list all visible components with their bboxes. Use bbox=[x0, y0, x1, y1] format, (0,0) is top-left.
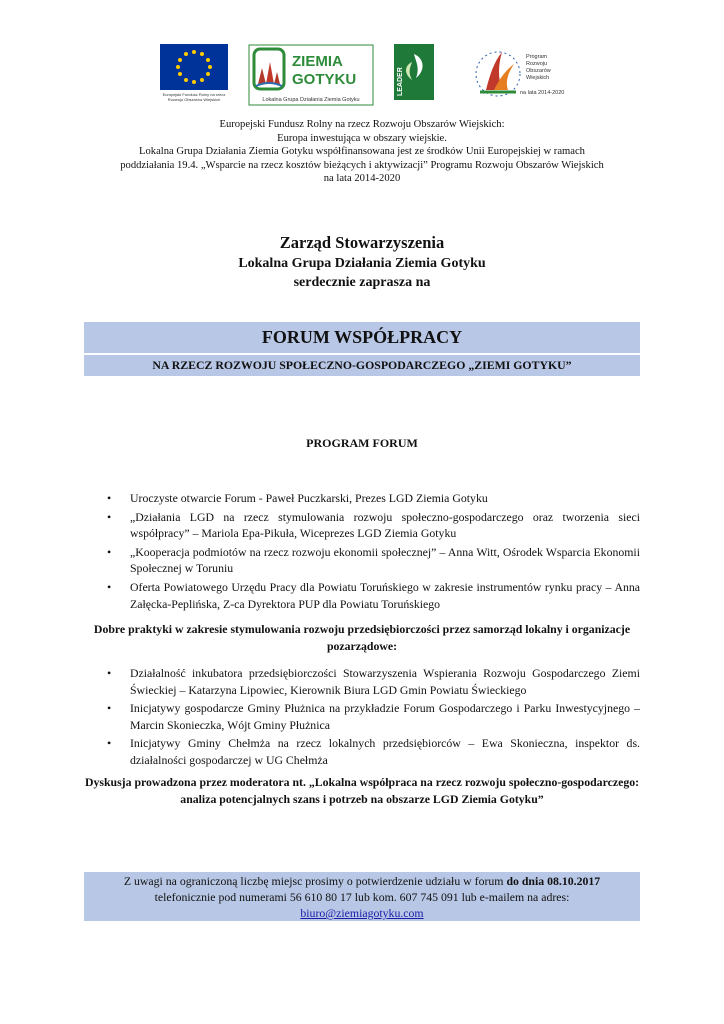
funding-line: Lokalna Grupa Działania Ziemia Gotyku współfinansowana jest ze środków Unii Europejskiej w ramach bbox=[139, 146, 585, 158]
discussion-heading: Dyskusja prowadzona przez moderatora nt. „Lokalna współpraca na rzecz rozwoju społeczno-gospodarczego: analiza potencjalnych szans i potrzeb na obszarze LGD Ziemia Gotyku” bbox=[84, 775, 640, 806]
list-item bbox=[104, 735, 640, 768]
svg-text:Lokalna Grupa Działania Ziemia: Lokalna Grupa Działania Ziemia Gotyku bbox=[262, 97, 360, 103]
list-item bbox=[104, 544, 640, 577]
svg-text:LEADER: LEADER bbox=[397, 67, 404, 96]
organization-name: Lokalna Grupa Działania Ziemia Gotyku bbox=[238, 256, 486, 271]
svg-text:Rozwoju Obszarów Wiejskich: Rozwoju Obszarów Wiejskich bbox=[167, 97, 221, 102]
bullet-icon: • bbox=[107, 509, 112, 524]
list-item-text: Oferta Powiatowego Urzędu Pracy dla Powiatu Toruńskiego w zakresie instrumentów rynku pracy – Anna Załęcka-Peplińska, Z-ca Dyrektora PUP dla Powiatu Toruńskiego bbox=[130, 579, 640, 611]
funding-line: poddziałania 19.4. „Wsparcie na rzecz kosztów bieżących i aktywizacji” Programu Rozwoju Obszarów Wiejskich bbox=[120, 159, 604, 171]
rsvp-text: Z uwagi na ograniczoną liczbę miejsc prosimy o potwierdzenie udziału w forum bbox=[123, 874, 507, 888]
invite-phrase: serdecznie zaprasza na bbox=[293, 275, 431, 290]
funding-line: Europejski Fundusz Rolny na rzecz Rozwoju Obszarów Wiejskich: bbox=[219, 119, 505, 130]
forum-subtitle-banner bbox=[84, 355, 640, 376]
bullet-icon: • bbox=[107, 701, 112, 716]
list-item-text: „Działania LGD na rzecz stymulowania rozwoju społeczno-gospodarczego oraz tworzenia sieci współpracy” – Mariola Epa-Pikuła, Wiceprezes LGD Ziemia Gotyku bbox=[130, 509, 640, 541]
leader-logo bbox=[394, 44, 434, 100]
funding-line: na lata 2014-2020 bbox=[323, 173, 401, 185]
ziemia-gotyku-logo bbox=[248, 44, 374, 106]
bullet-icon: • bbox=[107, 491, 112, 505]
forum-title: FORUM WSPÓŁPRACY bbox=[261, 327, 463, 347]
good-practices-list bbox=[104, 665, 640, 771]
svg-text:Obszarów: Obszarów bbox=[526, 68, 551, 74]
rsvp-footer bbox=[84, 872, 640, 921]
list-item bbox=[104, 490, 640, 507]
svg-text:Program: Program bbox=[526, 54, 548, 60]
program-title: PROGRAM FORUM bbox=[306, 436, 418, 450]
svg-text:na lata 2014-2020: na lata 2014-2020 bbox=[520, 90, 565, 96]
funding-note bbox=[0, 118, 724, 186]
good-practices-heading: Dobre praktyki w zakresie stymulowania rozwoju przedsiębiorczości przez samorząd lokalny i organizacje pozarządowe: bbox=[93, 622, 631, 653]
program-list bbox=[104, 490, 640, 614]
list-item bbox=[104, 509, 640, 542]
bullet-icon: • bbox=[107, 579, 112, 594]
logos-row bbox=[0, 44, 724, 108]
svg-text:Wiejskich: Wiejskich bbox=[526, 75, 550, 81]
invitation-heading bbox=[0, 232, 724, 292]
forum-subtitle: NA RZECZ ROZWOJU SPOŁECZNO-GOSPODARCZEGO „ZIEMI GOTYKU” bbox=[152, 358, 572, 372]
bullet-icon: • bbox=[107, 736, 112, 751]
svg-text:GOTYKU: GOTYKU bbox=[292, 71, 357, 88]
forum-title-banner bbox=[84, 322, 640, 353]
bullet-icon: • bbox=[107, 666, 112, 680]
list-item-text: Działalność inkubatora przedsiębiorczości Stowarzyszenia Wspierania Rozwoju Gospodarczego Ziemi Świeckiej – Katarzyna Lipowiec, Kierownik Biura LGD Gmin Powiatu Świeckiego bbox=[130, 666, 640, 697]
list-item-text: Uroczyste otwarcie Forum - Paweł Puczkarski, Prezes LGD Ziemia Gotyku bbox=[130, 491, 488, 505]
board-title: Zarząd Stowarzyszenia bbox=[279, 233, 445, 252]
svg-text:ZIEMIA: ZIEMIA bbox=[292, 53, 343, 70]
rsvp-line-1 bbox=[84, 873, 640, 889]
bullet-icon: • bbox=[107, 544, 112, 559]
funding-line: Europa inwestująca w obszary wiejskie. bbox=[277, 132, 447, 144]
list-item bbox=[104, 700, 640, 733]
list-item-text: Inicjatywy Gminy Chełmża na rzecz lokalnych przedsiębiorców – Ewa Skonieczna, inspektor ds. działalności gospodarczej w UG Chełmża bbox=[130, 736, 640, 767]
list-item-text: Inicjatywy gospodarcze Gminy Płużnica na przykładzie Forum Gospodarczego i Parku Inwestycyjnego – Marcin Skonieczka, Wójt Gminy Płużnica bbox=[130, 701, 640, 732]
list-item-text: „Kooperacja podmiotów na rzecz rozwoju ekonomii społecznej” – Anna Witt, Ośrodek Wsparcia Ekonomii Społecznej w Toruniu bbox=[130, 544, 640, 576]
svg-text:Europejski Fundusz Rolny na rz: Europejski Fundusz Rolny na rzecz bbox=[162, 92, 226, 97]
eu-flag-logo bbox=[158, 44, 230, 104]
svg-text:Rozwoju: Rozwoju bbox=[526, 61, 548, 67]
rsvp-line-2: telefonicznie pod numerami 56 610 80 17 lub kom. 607 745 091 lub e-mailem na adres: bbox=[154, 890, 570, 904]
list-item bbox=[104, 665, 640, 698]
list-item bbox=[104, 579, 640, 612]
email-link[interactable]: biuro@ziemiagotyku.com bbox=[300, 906, 424, 920]
rsvp-deadline: do dnia 08.10.2017 bbox=[506, 874, 601, 888]
prow-logo bbox=[472, 44, 572, 104]
